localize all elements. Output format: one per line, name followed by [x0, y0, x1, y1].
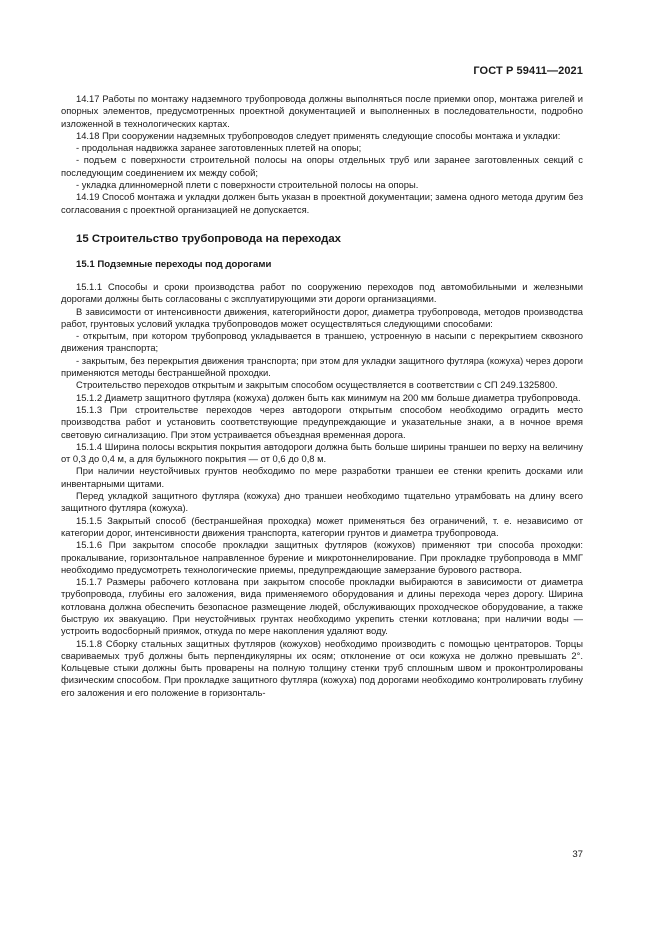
section-title: 15 Строительство трубопровода на переходах	[76, 232, 341, 245]
paragraph-15-1-3: 15.1.3 При строительстве переходов через автодороги открытым способом необходимо оградить место производства работ и установить соответствующие предупреждающие и указательные знаки, а в ночное время световую сигнализацию. При этом устраивается объездная временная дорога.	[61, 403, 583, 440]
paragraph-15-1-6: 15.1.6 При закрытом способе прокладки защитных футляров (кожухов) применяют три способа проходки: прокалывание, горизонтальное направленное бурение и микротоннелирование. При прокладке трубопровода в ММГ необходимо предусмотреть технологические приемы, предупреждающие замерзание бурового раствора.	[61, 539, 583, 575]
list-item: - закрытым, без перекрытия движения транспорта; при этом для укладки защитного футляра (кожуха) через дороги применяются методы бестраншейной проходки.	[61, 354, 583, 379]
paragraph: При наличии неустойчивых грунтов необходимо по мере разработки траншеи ее стенки крепить досками или инвентарными щитами.	[61, 465, 583, 489]
paragraph-15-1-7: 15.1.7 Размеры рабочего котлована при закрытом способе прокладки выбираются в зависимости от диаметра трубопровода, глубины его заложения, вида применяемого оборудования и длины перехода через дорогу. Ширина котлована должна обеспечить безопасное размещение людей, обслуживающих проходческое оборудование, а также быструю их эвакуацию. При неустойчивых грунтах необходимо укрепить стенки котлована; при наличии воды — устроить водосборный приямок, откуда по мере накопления удаляют воду.	[61, 576, 583, 637]
paragraph-14-17: 14.17 Работы по монтажу надземного трубопровода должны выполняться после приемки опор, монтажа ригелей и опорных элементов, предусмотренных проектной документацией и выполненных в последовательности, подробно изложенной в технологических картах.	[61, 93, 583, 129]
list-item: - укладка длинномерной плети с поверхности строительной полосы на опоры.	[76, 179, 419, 191]
paragraph-14-18: 14.18 При сооружении надземных трубопроводов следует применять следующие способы монтажа и укладки:	[76, 129, 561, 141]
paragraph-15-1-5: 15.1.5 Закрытый способ (бестраншейная проходка) может применяться без ограничений, т. е. независимо от категории дорог, интенсивности движения транспорта, категории грунтов и диаметра трубопровода.	[61, 514, 583, 538]
paragraph: Перед укладкой защитного футляра (кожуха) дно траншеи необходимо тщательно утрамбовать на длину всего защитного футляра (кожуха).	[61, 490, 583, 514]
paragraph: В зависимости от интенсивности движения, категорийности дорог, диаметра трубопровода, методов производства работ, грунтовых условий укладка трубопроводов может осуществляться следующими способами:	[61, 305, 583, 329]
list-item: - открытым, при котором трубопровод укладывается в траншею, устроенную в насыпи с перекрытием сквозного движения транспорта;	[61, 330, 583, 354]
paragraph-15-1-1: 15.1.1 Способы и сроки производства работ по сооружению переходов под автомобильными и железными дорогами должны быть согласованы с эксплуатирующими эти дороги организациями.	[61, 280, 583, 305]
paragraph-15-1-8: 15.1.8 Сборку стальных защитных футляров (кожухов) необходимо производить с помощью центраторов. Торцы свариваемых труб должны быть перпендикулярны их осям; отклонение от оси кожуха не должно превышать 2°. Кольцевые стыки должны быть проварены на полную толщину стенки труб сплошным швом и проконтролированы физическим способом. При прокладке защитного футляра (кожуха) под дорогами необходимо контролировать глубину его заложения и его положение в горизонталь-	[61, 637, 583, 698]
subsection-title: 15.1 Подземные переходы под дорогами	[76, 258, 272, 270]
paragraph: Строительство переходов открытым и закрытым способом осуществляется в соответствии с СП 249.1325800.	[76, 379, 558, 391]
list-item: - подъем с поверхности строительной полосы на опоры отдельных труб или заранее заготовленных секций с последующим соединением их между собой;	[61, 154, 583, 178]
paragraph-14-19: 14.19 Способ монтажа и укладки должен быть указан в проектной документации; замена одного метода другим без согласования с проектной организацией не допускается.	[61, 191, 583, 215]
paragraph-15-1-4: 15.1.4 Ширина полосы вскрытия покрытия автодороги должна быть больше ширины траншеи по верху на величину от 0,3 до 0,4 м, а для булыжного покрытия — от 0,6 до 0,8 м.	[61, 440, 583, 465]
page-number: 37	[572, 849, 583, 860]
document-code: ГОСТ Р 59411—2021	[473, 65, 583, 77]
paragraph-15-1-2: 15.1.2 Диаметр защитного футляра (кожуха) должен быть как минимум на 200 мм больше диаметра трубопровода.	[76, 391, 581, 403]
list-item: - продольная надвижка заранее заготовленных плетей на опоры;	[76, 142, 362, 154]
document-body	[61, 93, 583, 699]
